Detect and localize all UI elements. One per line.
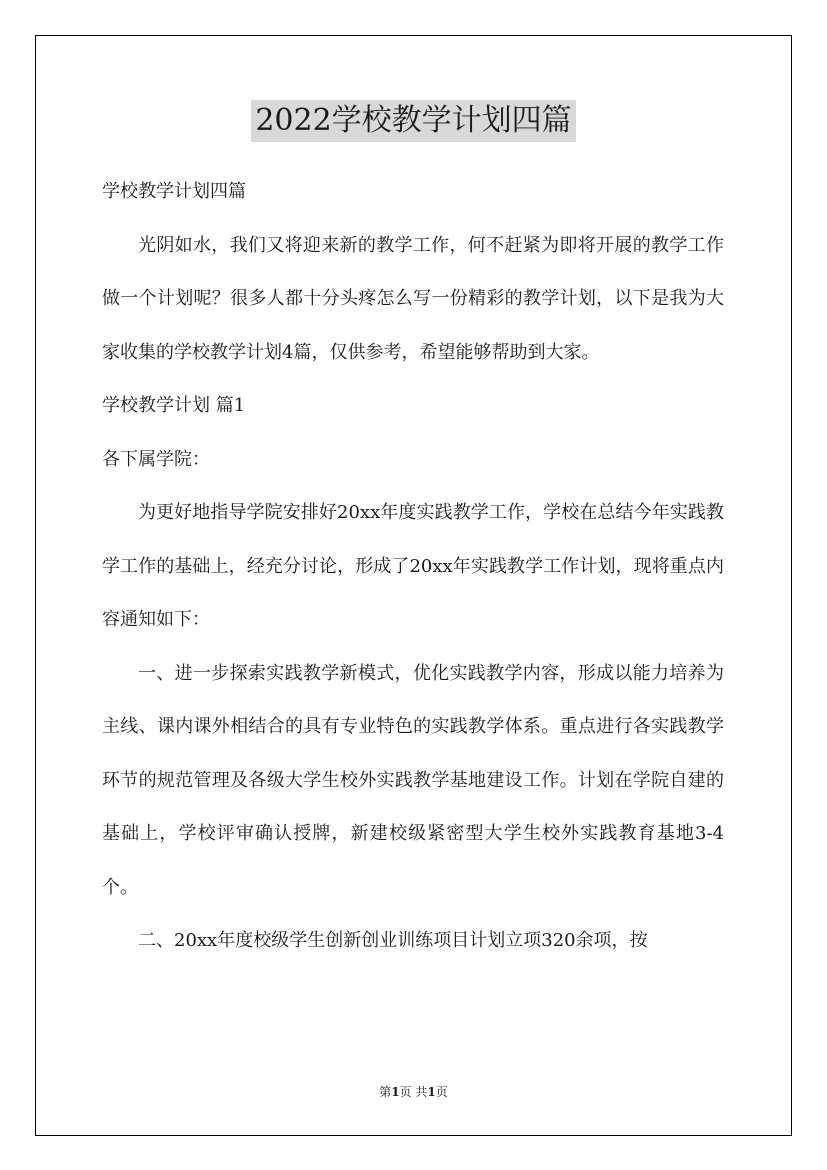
document-title: 2022学校教学计划四篇	[251, 100, 575, 142]
paragraph: 一、进一步探索实践教学新模式，优化实践教学内容，形成以能力培养为主线、课内课外相结合的具有专业特色的实践教学体系。重点进行各实践教学环节的规范管理及各级大学生校外实践教学基地建设工作。计划在学院自建的基础上，学校评审确认授牌，新建校级紧密型大学生校外实践教育基地3-4个。	[102, 662, 724, 898]
page-label-suffix: 页	[435, 1085, 448, 1099]
paragraph: 为更好地指导学院安排好20xx年度实践教学工作，学校在总结今年实践教学工作的基础上，经充分讨论，形成了20xx年实践教学工作计划，现将重点内容通知如下：	[102, 502, 724, 630]
section-heading: 学校教学计划 篇1	[102, 395, 246, 416]
page-current: 1	[391, 1085, 400, 1099]
document-body	[102, 165, 724, 968]
paragraph: 光阴如水，我们又将迎来新的教学工作，何不赶紧为即将开展的教学工作做一个计划呢？很多人都十分头疼怎么写一份精彩的教学计划，以下是我为大家收集的学校教学计划4篇，仅供参考，希望能够帮助到大家。	[102, 234, 724, 363]
salutation: 各下属学院：	[102, 448, 210, 470]
paragraph: 二、20xx年度校级学生创新创业训练项目计划立项320余项，按	[138, 930, 648, 951]
page-total: 1	[427, 1085, 436, 1099]
title-container	[0, 100, 827, 142]
paragraph: 学校教学计划四篇	[102, 181, 246, 202]
page-label-prefix: 第	[379, 1085, 392, 1099]
page-footer	[0, 1083, 827, 1101]
page-label-mid: 页 共	[399, 1085, 428, 1099]
